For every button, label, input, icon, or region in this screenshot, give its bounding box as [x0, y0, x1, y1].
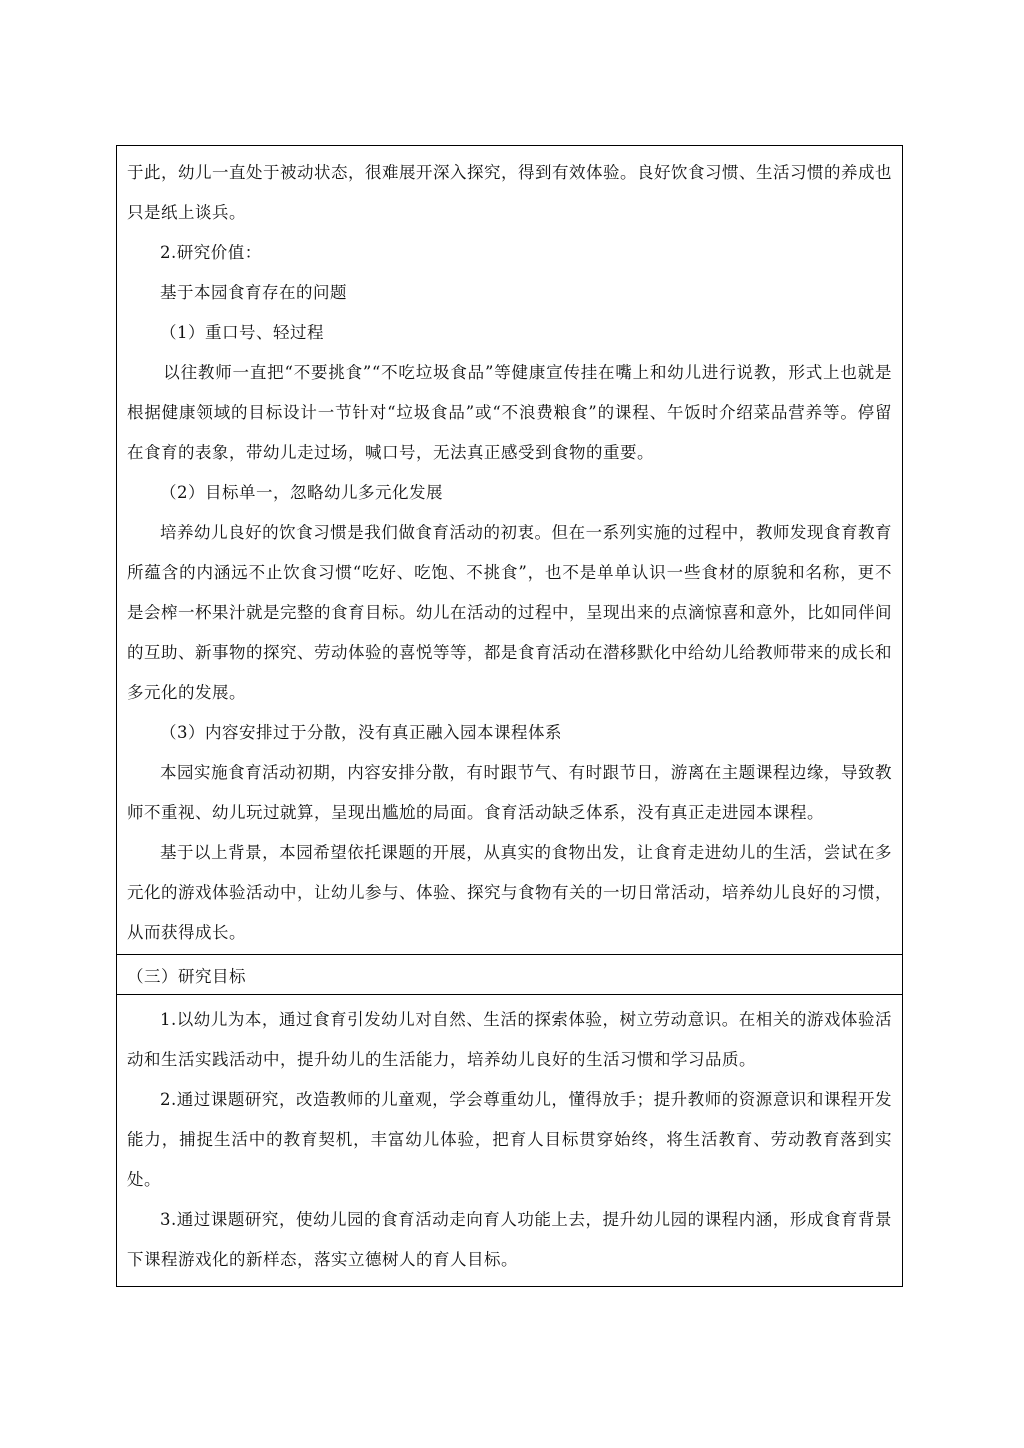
- section-title: （三）研究目标: [127, 966, 246, 986]
- problem-intro: 基于本园食育存在的问题: [160, 283, 347, 302]
- paragraph-continuation: 于此，幼儿一直处于被动状态，很难展开深入探究，得到有效体验。良好饮食习惯、生活习惯的养成也只是纸上谈兵。: [127, 163, 892, 222]
- subheading-3: （3）内容安排过于分散，没有真正融入园本课程体系: [160, 723, 562, 742]
- research-value-heading: 2.研究价值：: [160, 243, 262, 262]
- section-header-row: [117, 954, 902, 995]
- goal-3: 3.通过课题研究，使幼儿园的食育活动走向育人功能上去，提升幼儿园的课程内涵，形成食育背景下课程游戏化的新样态，落实立德树人的育人目标。: [127, 1210, 892, 1269]
- goal-2: 2.通过课题研究，改造教师的儿童观，学会尊重幼儿，懂得放手；提升教师的资源意识和课程开发能力，捕捉生活中的教育契机，丰富幼儿体验，把育人目标贯穿始终，将生活教育、劳动教育落到实处。: [127, 1090, 892, 1189]
- paragraph-3: 本园实施食育活动初期，内容安排分散，有时跟节气、有时跟节日，游离在主题课程边缘，导致教师不重视、幼儿玩过就算，呈现出尴尬的局面。食育活动缺乏体系，没有真正走进园本课程。: [127, 763, 892, 822]
- goal-1: 1.以幼儿为本，通过食育引发幼儿对自然、生活的探索体验，树立劳动意识。在相关的游戏体验活动和生活实践活动中，提升幼儿的生活能力，培养幼儿良好的生活习惯和学习品质。: [127, 1010, 892, 1069]
- paragraph-4: 基于以上背景，本园希望依托课题的开展，从真实的食物出发，让食育走进幼儿的生活，尝试在多元化的游戏体验活动中，让幼儿参与、体验、探究与食物有关的一切日常活动，培养幼儿良好的习惯，从而获得成长。: [127, 843, 892, 942]
- paragraph-1: 以往教师一直把“不要挑食”“不吃垃圾食品”等健康宣传挂在嘴上和幼儿进行说教，形式上也就是根据健康领域的目标设计一节针对“垃圾食品”或“不浪费粮食”的课程、午饭时介绍菜品营养等。停留在食育的表象，带幼儿走过场，喊口号，无法真正感受到食物的重要。: [127, 363, 892, 462]
- subheading-2: （2）目标单一，忽略幼儿多元化发展: [160, 483, 443, 502]
- document-table: [116, 145, 903, 1287]
- subheading-1: （1）重口号、轻过程: [160, 323, 324, 342]
- goals-section: [117, 995, 902, 1286]
- background-section: [117, 146, 902, 954]
- paragraph-2: 培养幼儿良好的饮食习惯是我们做食育活动的初衷。但在一系列实施的过程中，教师发现食育教育所蕴含的内涵远不止饮食习惯“吃好、吃饱、不挑食”，也不是单单认识一些食材的原貌和名称，更不是会榨一杯果汁就是完整的食育目标。幼儿在活动的过程中，呈现出来的点滴惊喜和意外，比如同伴间的互助、新事物的探究、劳动体验的喜悦等等，都是食育活动在潜移默化中给幼儿给教师带来的成长和多元化的发展。: [127, 523, 892, 702]
